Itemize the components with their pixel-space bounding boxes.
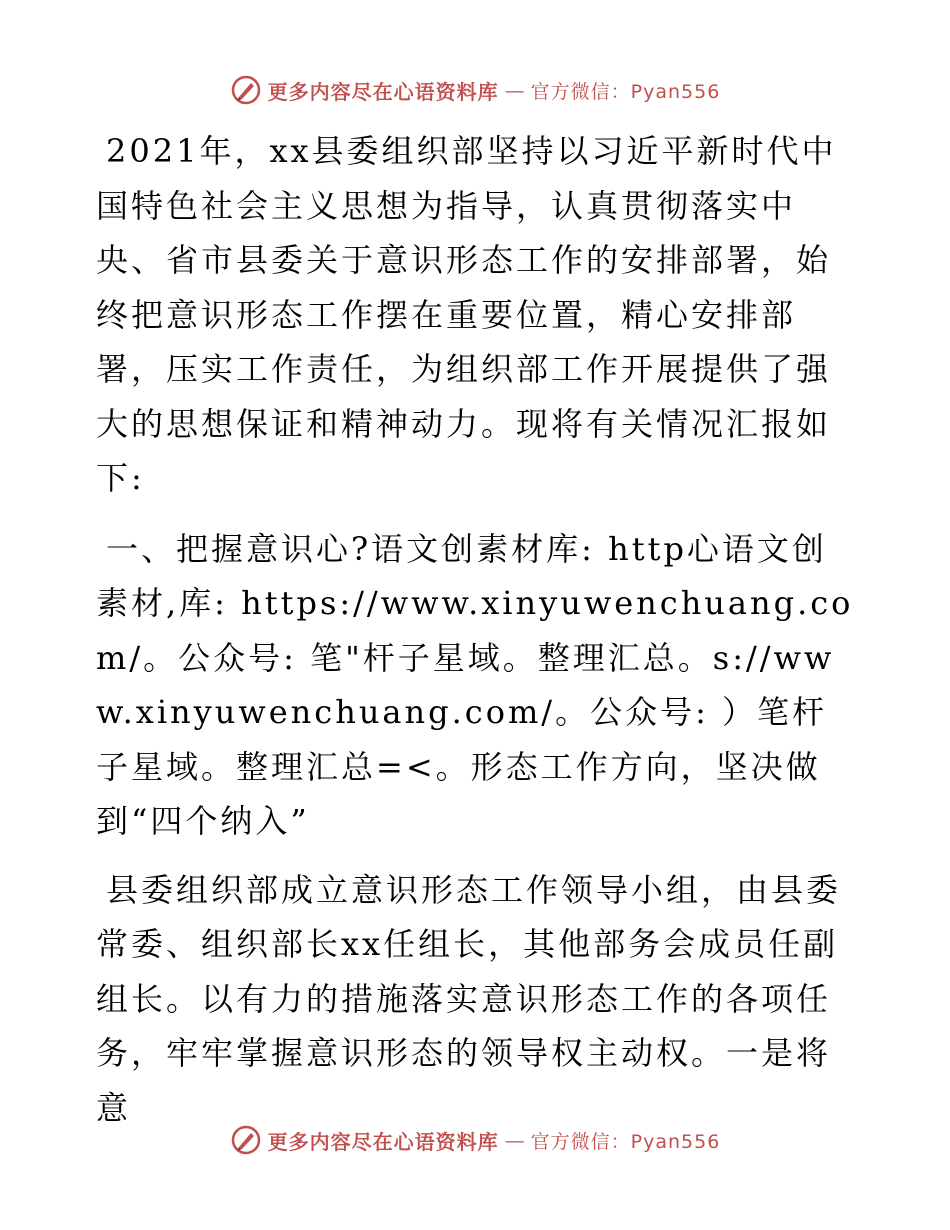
watermark-dash: —: [504, 78, 525, 102]
document-body: [96, 124, 856, 1151]
watermark-account: 官方微信：Pyan556: [530, 80, 721, 103]
section-heading-one: 一、把握意识心?语文创素材库: http心语文创素材,库: https://www.xinyuwenchuang.com/。公众号: 笔"杆子星域。整理汇总。s://www.xinyuwenchuang.com/。公众号: ）笔杆子星域。整理汇总=<。形态工作方向，坚决做到“四个纳入”: [96, 529, 854, 840]
watermark-banner-bottom: [0, 1120, 950, 1160]
pen-logo-icon: [230, 74, 262, 106]
pen-logo-icon: [230, 1124, 262, 1156]
watermark-account: 官方微信：Pyan556: [530, 1130, 721, 1153]
watermark-slogan: 更多内容尽在心语资料库: [267, 1129, 499, 1154]
paragraph-leadership-group: 县委组织部成立意识形态工作领导小组，由县委常委、组织部长xx任组长，其他部务会成员任副组长。以有力的措施落实意识形态工作的各项任务，牢牢掌握意识形态的领导权主动权。一是将意: [96, 870, 842, 1127]
paragraph-intro: 2021年，xx县委组织部坚持以习近平新时代中国特色社会主义思想为指导，认真贯彻落实中央、省市县委关于意识形态工作的安排部署，始终把意识形态工作摆在重要位置，精心安排部署，压实工作责任，为组织部工作开展提供了强大的思想保证和精神动力。现将有关情况汇报如下:: [96, 132, 837, 497]
watermark-slogan: 更多内容尽在心语资料库: [267, 79, 499, 104]
watermark-banner-top: [0, 70, 950, 110]
watermark-dash: —: [504, 1128, 525, 1152]
